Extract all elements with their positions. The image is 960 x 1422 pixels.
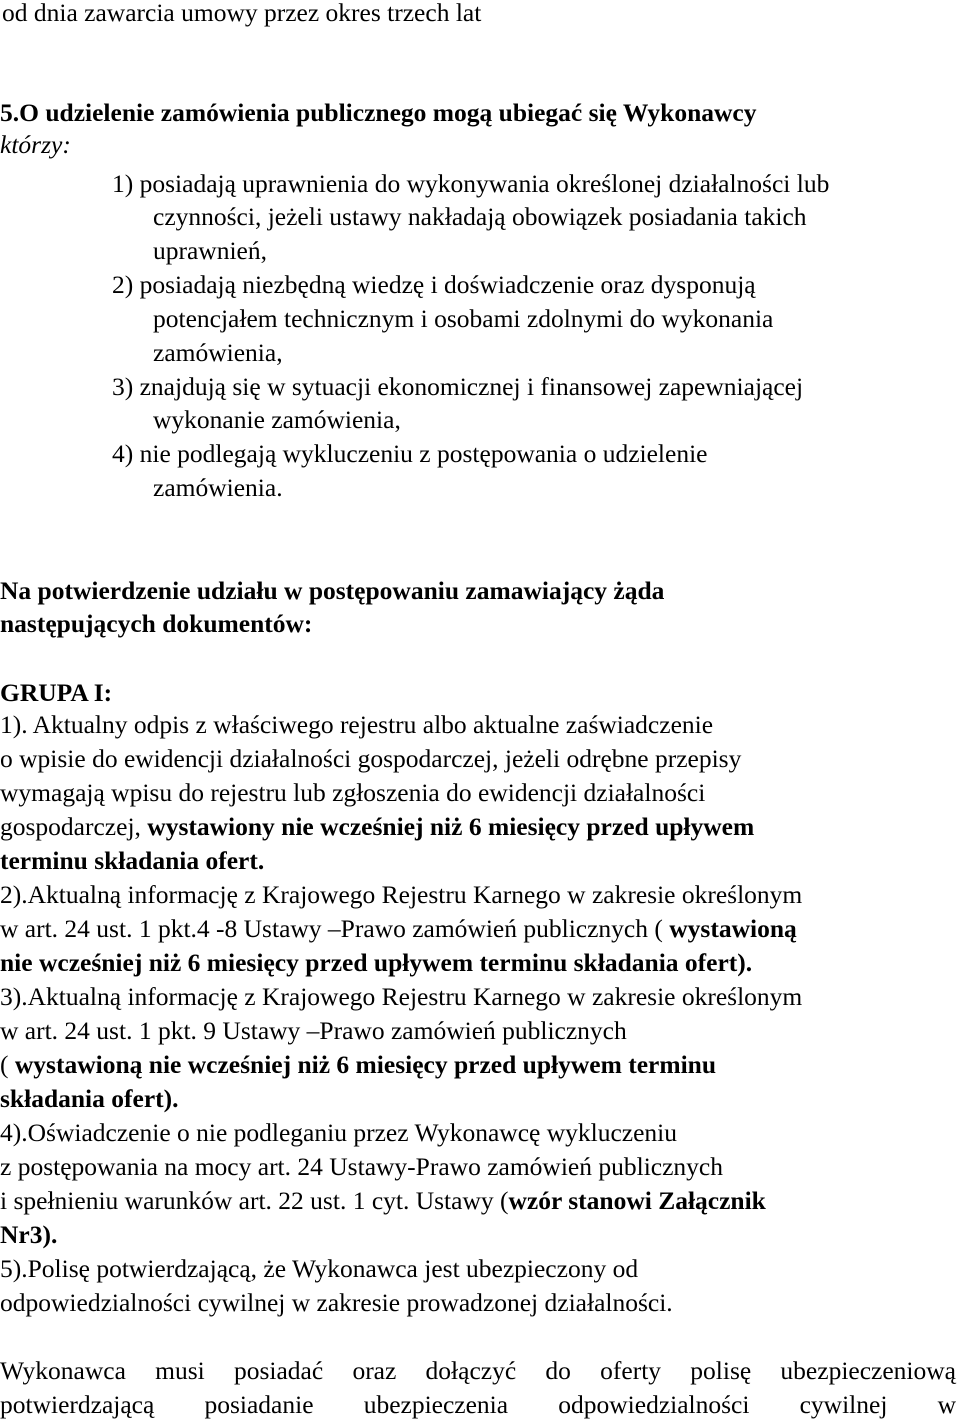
text-line: terminu składania ofert. xyxy=(0,846,265,875)
text-line xyxy=(0,1049,716,1081)
text-line: Nr3). xyxy=(0,1220,58,1249)
text-line: nie wcześniej niż 6 miesięcy przed upływem terminu składania ofert). xyxy=(0,948,753,977)
bold-span: wystawioną xyxy=(669,914,797,943)
text-line: 1). Aktualny odpis z właściwego rejestru albo aktualne zaświadczenie xyxy=(0,710,714,739)
text-line xyxy=(0,811,754,843)
text-line: o wpisie do ewidencji działalności gospodarczej, jeżeli odrębne przepisy xyxy=(0,744,742,773)
section-heading: następujących dokumentów: xyxy=(0,609,313,638)
section-heading: 5.O udzielenie zamówienia publicznego mogą ubiegać się Wykonawcy xyxy=(0,98,757,127)
text-line: 2).Aktualną informację z Krajowego Rejestru Karnego w zakresie określonym xyxy=(0,880,803,909)
list-item: 2) posiadają niezbędną wiedzę i doświadczenie oraz dysponują xyxy=(112,270,756,299)
text-line: wymagają wpisu do rejestru lub zgłoszenia do ewidencji działalności xyxy=(0,778,706,807)
text-span: i spełnieniu warunków art. 22 ust. 1 cyt. Ustawy ( xyxy=(0,1186,509,1215)
text-line: zamówienia. xyxy=(153,473,283,502)
text-line: składania ofert). xyxy=(0,1084,179,1113)
text-line xyxy=(0,1185,766,1217)
text-line: wykonanie zamówienia, xyxy=(153,405,401,434)
bold-span: wystawiony nie wcześniej niż 6 miesięcy przed upływem xyxy=(147,812,755,841)
text-line: odpowiedzialności cywilnej w zakresie prowadzonej działalności. xyxy=(0,1288,673,1317)
text-line: uprawnień, xyxy=(153,236,268,265)
text-line: 5).Polisę potwierdzającą, że Wykonawca jest ubezpieczony od xyxy=(0,1254,639,1283)
group-heading: GRUPA I: xyxy=(0,678,113,707)
text-line: potwierdzającą posiadanie ubezpieczenia odpowiedzialności cywilnej w xyxy=(0,1390,956,1419)
section-heading: Na potwierdzenie udziału w postępowaniu zamawiający żąda xyxy=(0,576,665,605)
text-line: czynności, jeżeli ustawy nakładają obowiązek posiadania takich xyxy=(153,202,807,231)
text-span: ( xyxy=(0,1050,15,1079)
text-line: którzy: xyxy=(0,130,71,159)
list-item: 4) nie podlegają wykluczeniu z postępowania o udzielenie xyxy=(112,439,708,468)
bold-span: wzór stanowi Załącznik xyxy=(508,1186,766,1215)
list-item: 3) znajdują się w sytuacji ekonomicznej i finansowej zapewniającej xyxy=(112,372,804,401)
bold-span: wystawioną nie wcześniej niż 6 miesięcy przed upływem terminu xyxy=(14,1050,717,1079)
text-span: w art. 24 ust. 1 pkt.4 -8 Ustawy –Prawo zamówień publicznych ( xyxy=(0,914,670,943)
text-line: potencjałem technicznym i osobami zdolnymi do wykonania xyxy=(153,304,774,333)
text-span: gospodarczej, xyxy=(0,812,148,841)
text-line xyxy=(0,913,797,945)
text-line: z postępowania na mocy art. 24 Ustawy-Prawo zamówień publicznych xyxy=(0,1152,723,1181)
text-line: 3).Aktualną informację z Krajowego Rejestru Karnego w zakresie określonym xyxy=(0,982,803,1011)
text-line: zamówienia, xyxy=(153,338,283,367)
text-line: od dnia zawarcia umowy przez okres trzech lat xyxy=(2,0,482,27)
text-line: Wykonawca musi posiadać oraz dołączyć do oferty polisę ubezpieczeniową xyxy=(0,1356,956,1385)
text-line: 4).Oświadczenie o nie podleganiu przez Wykonawcę wykluczeniu xyxy=(0,1118,678,1147)
text-line: w art. 24 ust. 1 pkt. 9 Ustawy –Prawo zamówień publicznych xyxy=(0,1016,627,1045)
list-item: 1) posiadają uprawnienia do wykonywania określonej działalności lub xyxy=(112,169,830,198)
